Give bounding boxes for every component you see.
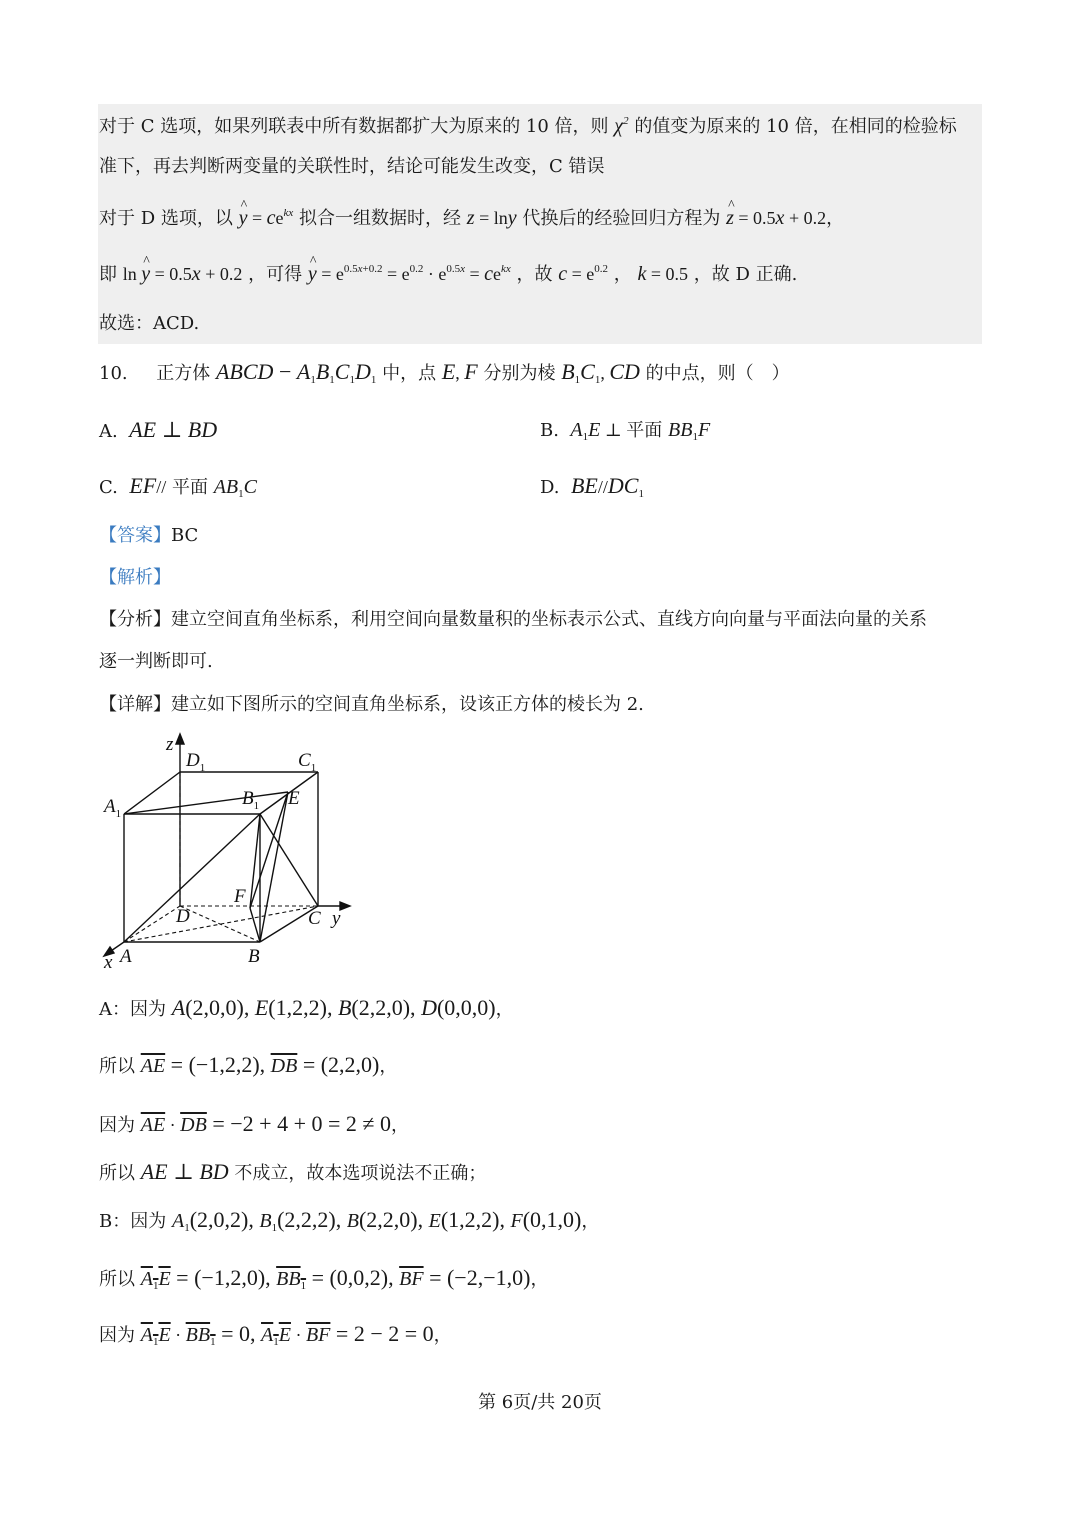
label-b: B [248,946,260,967]
option-d: D. $BE//DC_1$ [540,473,644,500]
page-footer: 第 6页/共 20页 [478,1392,602,1413]
solution-a-line2: 所以 $\overline{AE} = (-1,2,2)$, $\overline{DB} = (2,2,0)$， [99,1052,398,1077]
label-c1: $C_1$ [298,750,317,774]
option-a: A. AE ⊥ BD [99,417,218,442]
segment-e-b [260,792,288,942]
question-stem: 10. 正方体 ABCD − $A_1B_1C_1D_1$ 中，点 E, F 分别为棱 $B_1C_1$, CD 的中点，则（ ） [99,359,790,386]
xiangjie-line: 【详解】建立如下图所示的空间直角坐标系，设该正方体的棱长为 2. [99,694,644,715]
label-d: D [176,906,190,927]
solution-b-line1: B：因为 $A_1(2,0,2)$, $B_1(2,2,2)$, B(2,2,0), E(1,2,2), F(0,1,0)， [99,1207,600,1234]
label-a: A [120,946,132,967]
label-d1: $D_1$ [186,750,206,774]
section-d-line2: 即 ln ^ y = 0.5x + 0.2 ，可得 ^ $y = e^{0.5x+0.2} = e^{0.2} \cdot e^{0.5x} = ce^{kx}$ ，故 $c = e^{0.2}$ ， k = 0.5 ，故 D 正确. [99,262,797,287]
solution-b-line2: 所以 $A_1E = (-1,2,0)$, $BB_1 = (0,0,2)$, $\overline{BF} = (-2,-1,0)$， [99,1265,549,1292]
label-c: C [308,908,321,929]
section-c-line1: 对于 C 选项，如果列联表中所有数据都扩大为原来的 10 倍，则 $\chi^2$ 的值变为原来的 10 倍，在相同的检验标 [99,115,957,137]
y-axis-arrow [340,902,350,910]
label-a1: $A_1$ [104,796,122,820]
segment-f-b [250,908,260,942]
z-axis-arrow [176,734,184,744]
analysis-label: 【解析】 [99,567,171,588]
section-c-line2: 准下，再去判断两变量的关联性时，结论可能发生改变，C 错误 [99,156,605,177]
label-f: F [234,886,246,907]
label-z: z [166,734,174,755]
solution-a-line1: A：因为 A(2,0,0), E(1,2,2), B(2,2,0), D(0,0,0)， [99,995,514,1020]
label-b1: $B_1$ [242,788,260,812]
segment-d-b [180,906,260,942]
cube-figure [100,728,360,973]
label-e: E [288,788,300,809]
fenxi-line1: 【分析】建立空间直角坐标系，利用空间向量数量积的坐标表示公式、直线方向向量与平面法向量的关系 [99,609,927,630]
option-c: C. EF// 平面 $AB_1C$ [99,473,257,500]
option-b: B. $A_1E$ ⊥ 平面 $BB_1F$ [540,419,711,443]
answer-line: 【答案】BC [99,525,199,546]
section-d-conclusion: 故选：ACD. [99,313,200,334]
label-x: x [104,952,113,973]
segment-a-b1 [124,814,260,942]
fenxi-line2: 逐一判断即可. [99,651,213,672]
section-d-line1: 对于 D 选项，以 ^ $y = ce^{kx}$ 拟合一组数据时，经 z = lny 代换后的经验回归方程为 ^ z = 0.5x + 0.2， [99,206,844,231]
solution-b-line3: 因为 $A_1E \cdot BB_1 = 0$, $A_1E \cdot \overline{BF} = 2 - 2 = 0$， [99,1321,452,1348]
label-y: y [332,908,341,929]
solution-a-line3: 因为 $\overline{AE} \cdot \overline{DB} = -2 + 4 + 0 = 2 \ne 0$， [99,1111,409,1136]
solution-a-line4: 所以 AE ⊥ BD 不成立，故本选项说法不正确； [99,1159,487,1184]
